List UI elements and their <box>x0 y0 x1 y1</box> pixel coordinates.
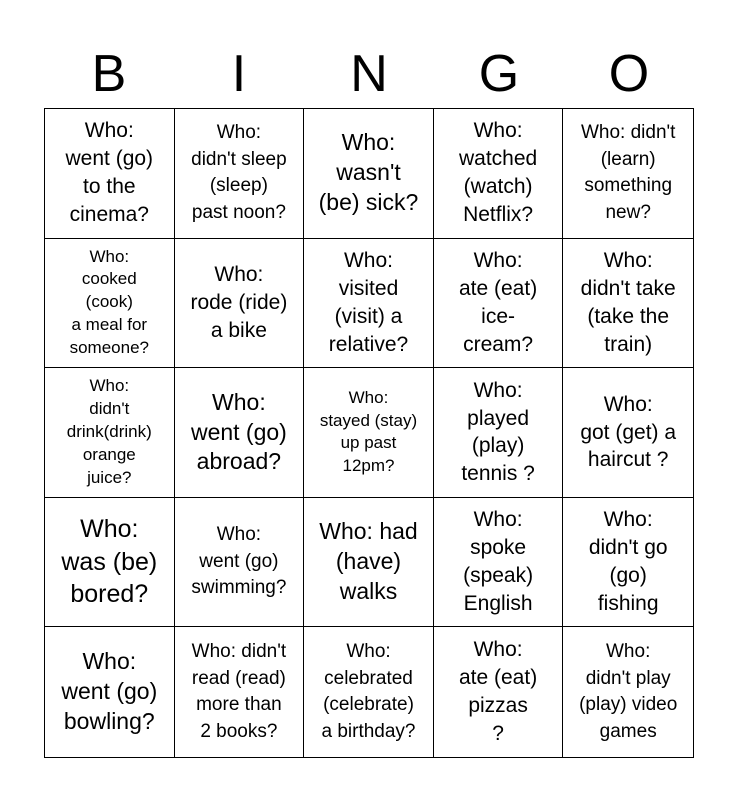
bingo-cell: Who: didn't play (play) video games <box>579 641 678 742</box>
bingo-cell: Who: spoke (speak) English <box>434 498 564 628</box>
bingo-cell: Who: watched (watch) Netflix? <box>434 109 564 239</box>
bingo-cell: Who: went (go) abroad? <box>175 368 305 498</box>
bingo-cell: Who: didn't take (take the train) <box>563 239 693 369</box>
bingo-cell: Who: went (go) swimming? <box>175 498 305 628</box>
bingo-cell: Who: stayed (stay) up past 12pm? <box>304 368 434 498</box>
bingo-cell: Who: got (get) a haircut ? <box>563 368 693 498</box>
header-letter-g: G <box>478 45 520 103</box>
header-letter-o: O <box>608 45 650 103</box>
bingo-cell: Who: played (play) tennis ? <box>434 368 564 498</box>
bingo-cell: Who: visited (visit) a relative? <box>304 239 434 369</box>
bingo-cell: Who: didn't read (read) more than 2 books? <box>175 627 305 757</box>
bingo-cell: Who: didn't sleep (sleep) past noon? <box>175 109 305 239</box>
header-letter-i: I <box>231 45 247 103</box>
bingo-cell: Who: had (have) walks <box>304 498 434 628</box>
bingo-cell: Who: went (go) to the cinema? <box>45 109 175 239</box>
bingo-cell: Who: celebrated (celebrate) a birthday? <box>304 627 434 757</box>
bingo-cell: Who: didn't drink(drink) orange juice? <box>45 368 175 498</box>
bingo-cell: Who: cooked (cook) a meal for someone? <box>45 239 175 369</box>
bingo-cell: Who: didn't (learn) something new? <box>563 109 693 239</box>
header-letter-n: N <box>350 45 388 103</box>
bingo-cell: Who: didn't go (go) fishing <box>563 498 693 628</box>
bingo-cell: Who: rode (ride) a bike <box>175 239 305 369</box>
bingo-cell: Who: ate (eat) pizzas ? <box>434 627 564 757</box>
header-letter-b: B <box>91 45 127 103</box>
bingo-cell: Who: wasn't (be) sick? <box>304 109 434 239</box>
bingo-cell: Who: went (go) bowling? <box>45 627 175 757</box>
bingo-cell: Who: was (be) bored? <box>45 498 175 628</box>
bingo-board <box>44 108 694 758</box>
bingo-header <box>44 40 694 108</box>
bingo-cell: Who: ate (eat) ice- cream? <box>434 239 564 369</box>
